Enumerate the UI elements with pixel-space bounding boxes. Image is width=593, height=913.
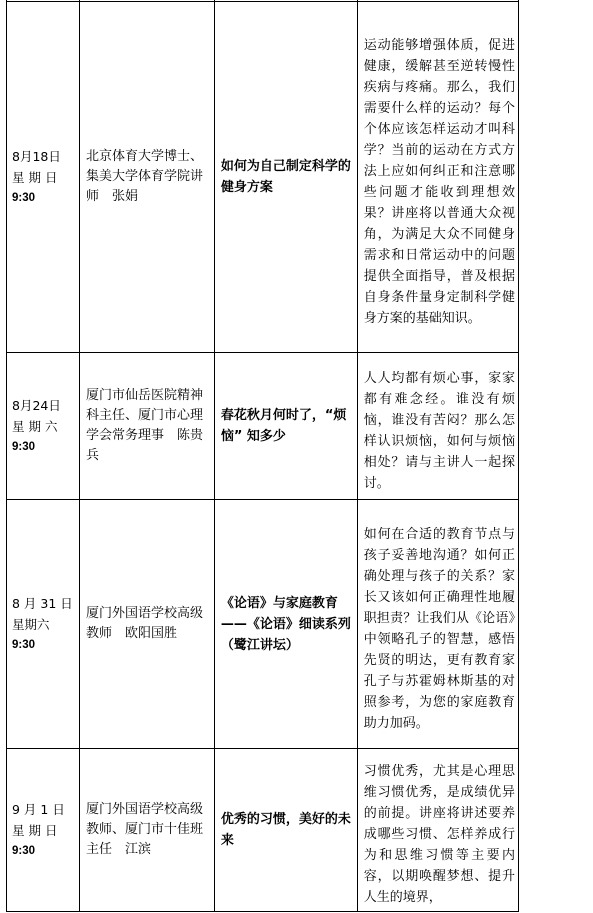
event-description: 人人均都有烦心事，家家都有难念经。谁没有烦恼，谁没有苦闷？那么怎样认识烦恼，如何与烦恼相处？请与主讲人一起探讨。 [363,370,515,491]
event-speaker: 厦门外国语学校高级教师 欧阳国胜 [85,606,203,641]
event-weekday: 星 期 日 [12,822,58,838]
event-date: 9 月 1 日 [12,801,65,817]
description-cell [357,500,518,749]
event-datetime [7,395,79,458]
event-description: 运动能够增强体质，促进健康，缓解甚至逆转慢性疾病与疼痛。那么，我们需要什么样的运动？每个个体应该怎样运动才叫科学？当前的运动在方式方法上应如何纠正和注意哪些问题才能收到理想效果？讲座将以普通大众视角，为满足大众不同健身需求和日常运动中的问题提供全面指导，普及根据自身条件量身定制科学健身方案的基础知识。 [363,37,515,326]
description-cell [357,2,518,353]
event-weekday: 星期六 [12,616,50,632]
event-date: 8月24日 [12,397,61,413]
event-title: 《论语》与家庭教育——《论语》细读系列（鹭江讲坛） [220,595,351,653]
table-row [7,353,519,500]
speaker-cell [79,2,214,353]
event-description: 如何在合适的教育节点与孩子妥善地沟通？如何正确处理与孩子的关系？家长又该如何正确理性地履职担责？让我们从《论语》中领略孔子的智慧，感悟先贤的明达，更有教育家孔子与苏霍姆林斯基的对照参考，为您的家庭教育助力加码。 [363,526,515,731]
event-time: 9:30 [12,844,36,857]
table-row [7,500,519,749]
event-datetime [7,799,79,862]
title-cell [214,2,357,353]
event-title: 优秀的习惯，美好的未来 [220,812,351,848]
event-datetime-cell [7,2,80,353]
event-speaker: 厦门市仙岳医院精神科主任、厦门市心理学会常务理事 陈贵兵 [85,388,203,463]
event-datetime [7,593,79,656]
event-speaker: 北京体育大学博士、集美大学体育学院讲师 张娟 [85,149,203,204]
event-time: 9:30 [12,638,36,651]
speaker-cell [79,500,214,749]
event-weekday: 星 期 六 [12,418,58,434]
event-title: 如何为自己制定科学的健身方案 [220,159,351,195]
speaker-cell [79,353,214,500]
title-cell [214,749,357,912]
event-date: 8月18日 [12,148,61,164]
speaker-cell [79,749,214,912]
description-cell [357,749,518,912]
title-cell [214,500,357,749]
table-row [7,2,519,353]
event-datetime-cell [7,500,80,749]
event-speaker: 厦门外国语学校高级教师、厦门市十佳班主任 江滨 [85,802,203,857]
event-weekday: 星 期 日 [12,169,58,185]
event-time: 9:30 [12,191,36,204]
event-datetime [7,146,79,209]
description-cell [357,353,518,500]
event-description: 习惯优秀，尤其是心理思维习惯优秀，是成绩优异的前提。讲座将讲述要养成哪些习惯、怎样养成行为和思维习惯等主要内容，以期唤醒梦想、提升人生的境界， [363,764,515,905]
event-datetime-cell [7,353,80,500]
event-title: 春花秋月何时了，“烦恼” 知多少 [220,408,347,444]
event-time: 9:30 [12,440,36,453]
title-cell [214,353,357,500]
event-date: 8 月 31 日 [12,595,73,611]
schedule-table [6,0,519,912]
table-row [7,749,519,912]
event-datetime-cell [7,749,80,912]
